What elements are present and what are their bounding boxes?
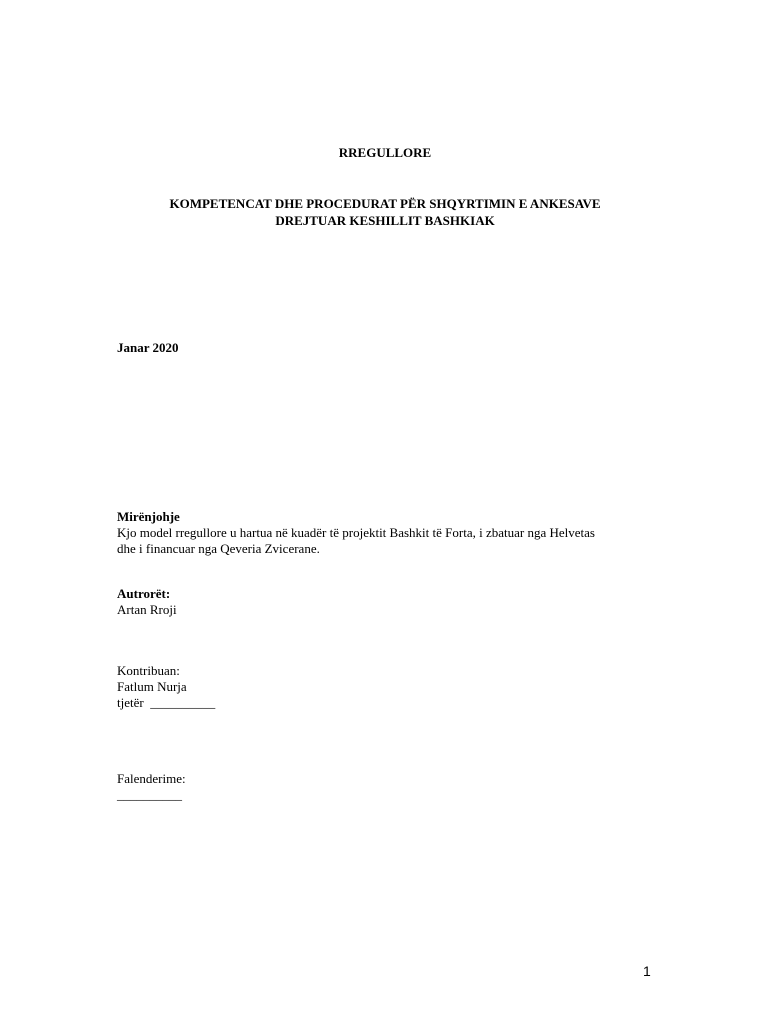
subtitle-line-1: KOMPETENCAT DHE PROCEDURAT PËR SHQYRTIMIN E ANKESAVE	[169, 196, 601, 211]
acknowledgement-line-1: Kjo model rregullore u hartua në kuadër të projektit Bashkit të Forta, i zbatuar nga Helvetas	[117, 525, 595, 540]
thanks-heading: Falenderime:	[117, 771, 186, 786]
thanks-blank: __________	[117, 787, 182, 802]
document-title: RREGULLORE	[338, 145, 432, 160]
acknowledgement-section	[117, 509, 595, 557]
authors-heading: Autrorët:	[117, 586, 171, 601]
authors-section	[117, 586, 177, 618]
document-subtitle	[0, 195, 770, 229]
contributor-name: Fatlum Nurja	[117, 679, 187, 694]
document-date: Janar 2020	[117, 340, 179, 355]
page-number: 1	[643, 963, 651, 979]
contributor-others: tjetër __________	[117, 695, 216, 710]
acknowledgement-line-2: dhe i financuar nga Qeveria Zvicerane.	[117, 541, 320, 556]
author-name: Artan Rroji	[117, 602, 177, 617]
subtitle-line-2: DREJTUAR KESHILLIT BASHKIAK	[275, 213, 495, 228]
contributors-section	[117, 663, 215, 711]
thanks-section	[117, 771, 186, 803]
acknowledgement-heading: Mirënjohje	[117, 509, 180, 524]
contributors-heading: Kontribuan:	[117, 663, 180, 678]
